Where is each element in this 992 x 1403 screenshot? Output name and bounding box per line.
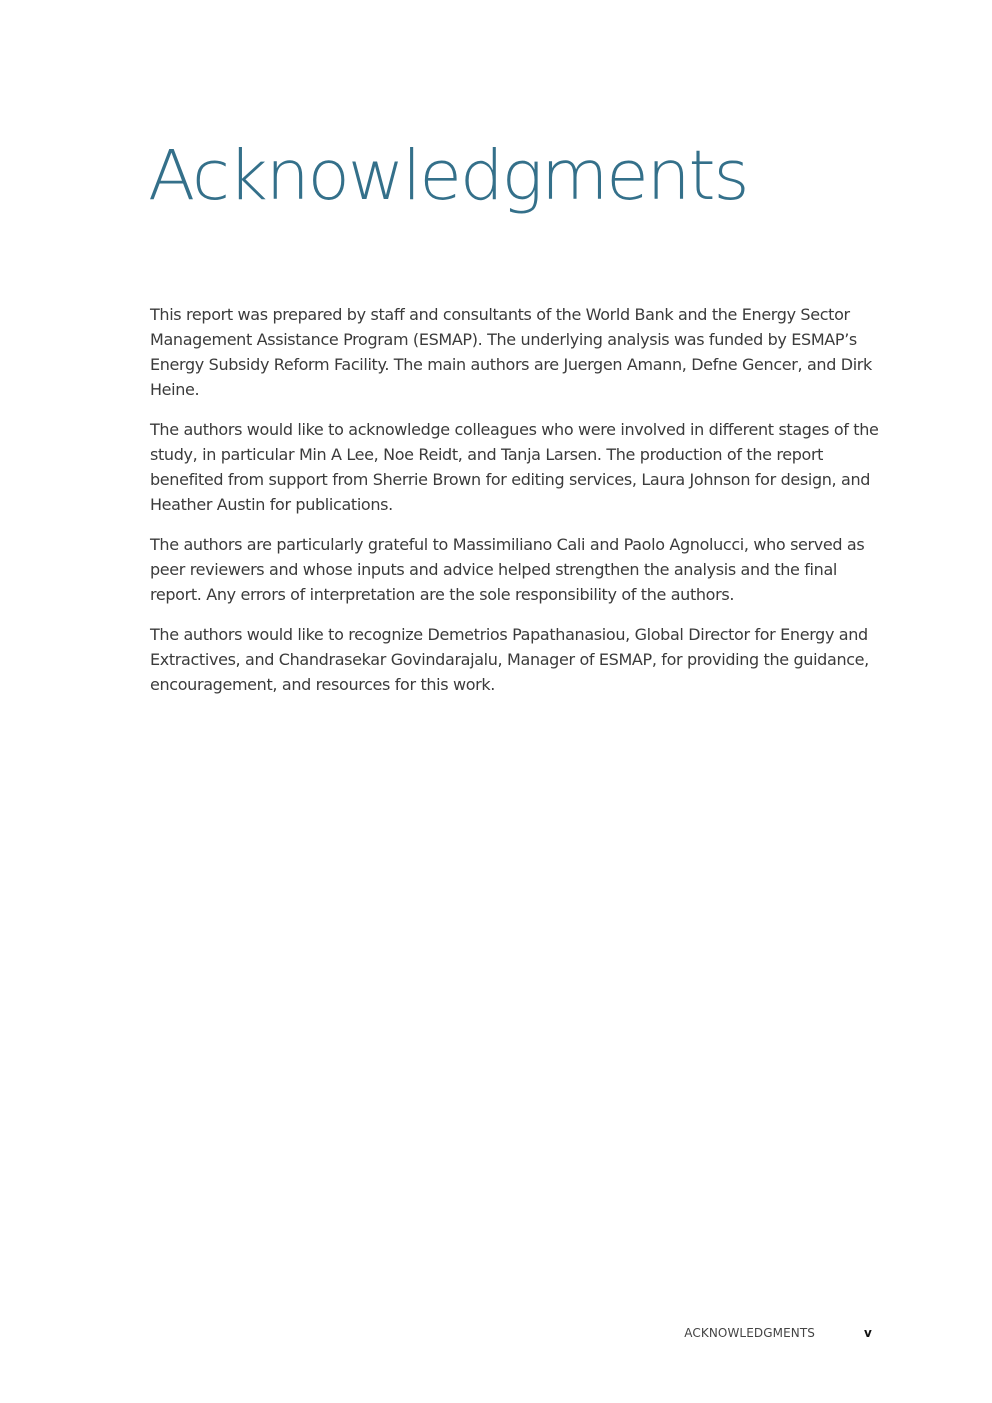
page-title: Acknowledgments	[148, 136, 748, 216]
footer-section-label: ACKNOWLEDGMENTS	[684, 1326, 815, 1340]
paragraph-preparation: This report was prepared by staff and consultants of the World Bank and the Energy Sector Management Assistance Program (ESMAP). The underlying analysis was funded by ESMAP’s Energy Subsidy Reform Facility. The main authors are Juergen Amann, Defne Gencer, and Dirk Heine.	[150, 305, 872, 399]
page-number: v	[864, 1326, 872, 1340]
paragraph-recognition: The authors would like to recognize Demetrios Papathanasiou, Global Director for Energy and Extractives, and Chandrasekar Govindarajalu, Manager of ESMAP, for providing the guidance, encouragement, and resources for this work.	[150, 625, 869, 694]
body-text	[150, 302, 880, 712]
paragraph-colleagues: The authors would like to acknowledge colleagues who were involved in different stages of the study, in particular Min A Lee, Noe Reidt, and Tanja Larsen. The production of the report benefited from support from Sherrie Brown for editing services, Laura Johnson for design, and Heather Austin for publications.	[150, 420, 879, 514]
page-footer	[0, 1322, 992, 1344]
paragraph-peer-reviewers: The authors are particularly grateful to Massimiliano Cali and Paolo Agnolucci, who served as peer reviewers and whose inputs and advice helped strengthen the analysis and the final report. Any errors of interpretation are the sole responsibility of the authors.	[150, 535, 865, 604]
